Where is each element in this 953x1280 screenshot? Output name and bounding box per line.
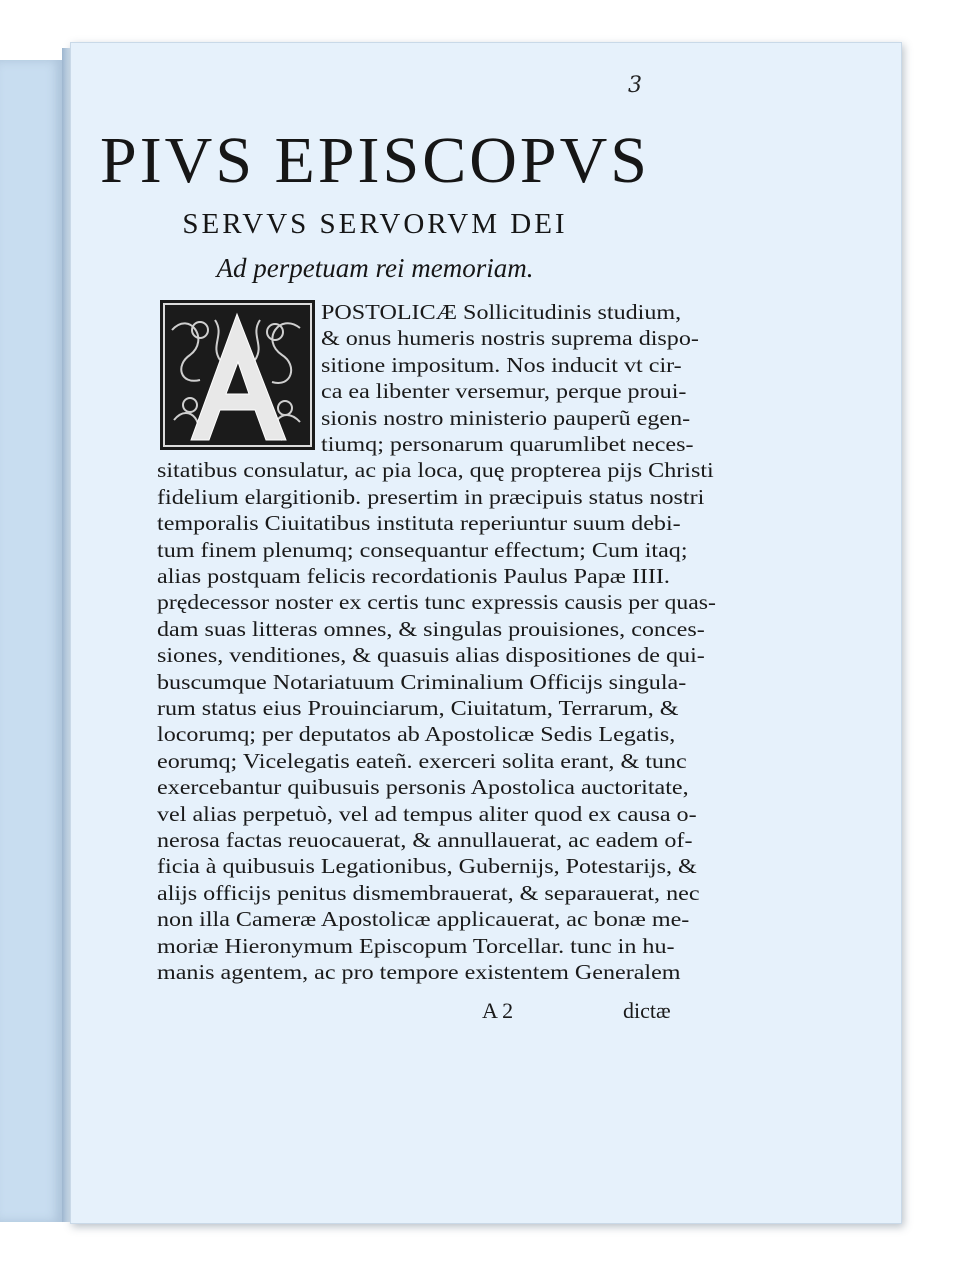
signature-mark: A 2	[482, 998, 514, 1023]
body-line: fidelium elargitionib. presertim in præcipuis status nostri	[157, 484, 705, 509]
body-line: sitatibus consulatur, ac pia loca, quę propterea pijs Christi	[157, 458, 714, 483]
body-line: moriæ Hieronymum Episcopum Torcellar. tunc in hu-	[157, 933, 675, 958]
body-line: sitione impositum. Nos inducit vt cir-	[321, 352, 682, 377]
body-line: siones, venditiones, & quasuis alias dispositiones de qui-	[157, 643, 705, 668]
body-line: & onus humeris nostris suprema dispo-	[321, 326, 699, 351]
page-title: PIVS EPISCOPVS	[99, 124, 651, 197]
body-line: exercebantur quibusuis personis Apostolica auctoritate,	[157, 775, 689, 800]
body-line: temporalis Ciuitatibus instituta reperiuntur suum debi-	[157, 511, 681, 536]
body-line: POSTOLICÆ Sollicitudinis studium,	[321, 300, 682, 324]
body-line: buscumque Notariatuum Criminalium Officijs singula-	[157, 669, 687, 694]
body-line: nerosa factas reuocauerat, & annullauerat, ac eadem of-	[157, 828, 693, 852]
body-line: sionis nostro ministerio pauperũ egen-	[321, 405, 691, 430]
invocation-line: Ad perpetuam rei memoriam.	[216, 253, 534, 283]
body-line: alijs officijs penitus dismembrauerat, & separauerat, nec	[157, 880, 700, 905]
drop-cap-initial	[160, 300, 315, 450]
page-number: 3	[628, 73, 642, 98]
body-line: prędecessor noster ex certis tunc expressis causis per quas-	[157, 590, 716, 615]
body-line: rum status eius Prouinciarum, Ciuitatum, Terrarum, &	[157, 696, 679, 720]
body-line: ficia à quibusuis Legationibus, Gubernijs, Potestarijs, &	[157, 854, 697, 879]
body-line: vel alias perpetuò, vel ad tempus aliter quod ex causa o-	[157, 801, 697, 826]
body-line: tum finem plenumq; consequantur effectum; Cum itaq;	[157, 537, 688, 562]
body-line: dam suas litteras omnes, & singulas prouisiones, conces-	[157, 616, 705, 641]
body-line: ca ea libenter versemur, perque proui-	[321, 379, 687, 404]
body-line: alias postquam felicis recordationis Paulus Papæ IIII.	[157, 564, 670, 588]
page-subtitle: SERVVS SERVORVM DEI	[182, 208, 568, 240]
body-line: tiumq; personarum quarumlibet neces-	[321, 432, 694, 456]
body-line: non illa Cameræ Apostolicæ applicauerat, ac bonæ me-	[157, 907, 690, 932]
body-line: manis agentem, ac pro tempore existentem Generalem	[157, 960, 681, 984]
left-page-edge	[0, 60, 63, 1222]
body-line: locorumq; per deputatos ab Apostolicæ Sedis Legatis,	[157, 722, 676, 747]
body-line: eorumq; Vicelegatis eateñ. exerceri solita erant, & tunc	[157, 748, 687, 773]
catchword: dictæ	[623, 998, 671, 1023]
